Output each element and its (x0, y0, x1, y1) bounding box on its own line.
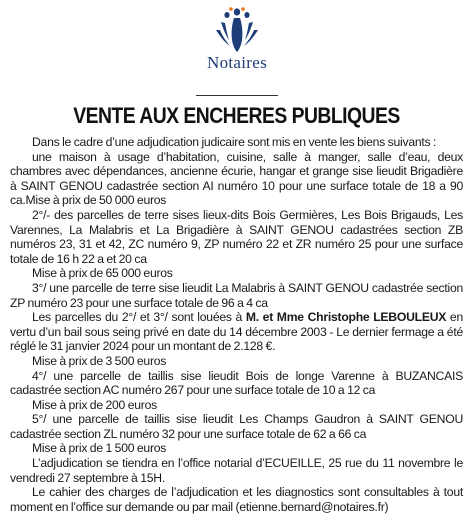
page-title: VENTE AUX ENCHERES PUBLIQUES (73, 103, 400, 128)
intro-paragraph: Dans le cadre d’une adjudication judicaire sont mis en vente les biens suivants : (32, 135, 437, 149)
lease-text-before: Les parcelles du 2°/ et 3°/ sont louées à (32, 310, 246, 325)
lot-2-starting-price: Mise à prix de 65 000 euros (32, 266, 173, 281)
lot-5-starting-price: Mise à prix de 1 500 euros (32, 441, 167, 456)
lot-4-starting-price: Mise à prix de 200 euros (32, 397, 157, 412)
tenant-name: M. et Mme Christophe LEBOULEUX (245, 310, 447, 325)
title-divider (196, 95, 278, 96)
notaires-logo-icon (212, 6, 262, 54)
lot-5-description: 5°/ une parcelle de taillis sise lieudit Les Champs Gaudron à SAINT GENOU cadastrée section ZL numéro 32 pour une surface totale de 62 a 66 ca (10, 412, 463, 441)
auction-location: L’adjudication se tiendra en l’office notarial d’ECUEILLE, 25 rue du 11 novembre le vendredi 27 septembre à 15H. (10, 456, 463, 485)
announcement-body (10, 135, 463, 514)
notaires-logo-text: Notaires (207, 53, 267, 72)
documents-availability: Le cahier des charges de l’adjudication et les diagnostics sont consultables à tout moment en l’office sur demande ou par mail (etienne.bernard@notaires.fr) (10, 485, 463, 514)
lot-1-description: une maison à usage d’habitation, cuisine, salle à manger, salle d’eau, deux chambres avec dépendances, ancienne écurie, hangar et grange sise lieudit Brigadière à SAINT GENOU cadastrée section AI numéro 10 pour une surface totale de 18 a 90 ca.Mise à prix de 50 000 euros (10, 149, 463, 208)
lot-3-starting-price: Mise à prix de 3 500 euros (32, 353, 167, 368)
lot-4-description: 4°/ une parcelle de taillis sise lieudit Bois de longe Varenne à BUZANCAIS cadastrée section AC numéro 267 pour une surface totale de 10 a 12 ca (10, 368, 463, 398)
lease-text-after: en vertu d’un bail sous seing privé en date du 14 décembre 2003 - Le dernier fermage a été réglé le 31 janvier 2024 pour un montant de 2.128 €. (10, 310, 463, 354)
notaires-logo (191, 6, 283, 74)
lease-paragraph (10, 310, 463, 354)
lot-2-description: 2°/- des parcelles de terre sises lieux-dits Bois Germières, Les Bois Brigauds, Les Varennes, La Malabris et La Brigadière à SAINT GENOU cadastrées section ZB numéros 23, 31 et 42, ZC numéro 9, ZP numéro 22 et ZR numéro 25 pour une surface totale de 16 h 22 a et 20 ca (10, 207, 463, 266)
lot-3-description: 3°/ une parcelle de terre sise lieudit La Malabris à SAINT GENOU cadastrée section ZP numéro 23 pour une surface totale de 96 a 4 ca (10, 280, 463, 310)
